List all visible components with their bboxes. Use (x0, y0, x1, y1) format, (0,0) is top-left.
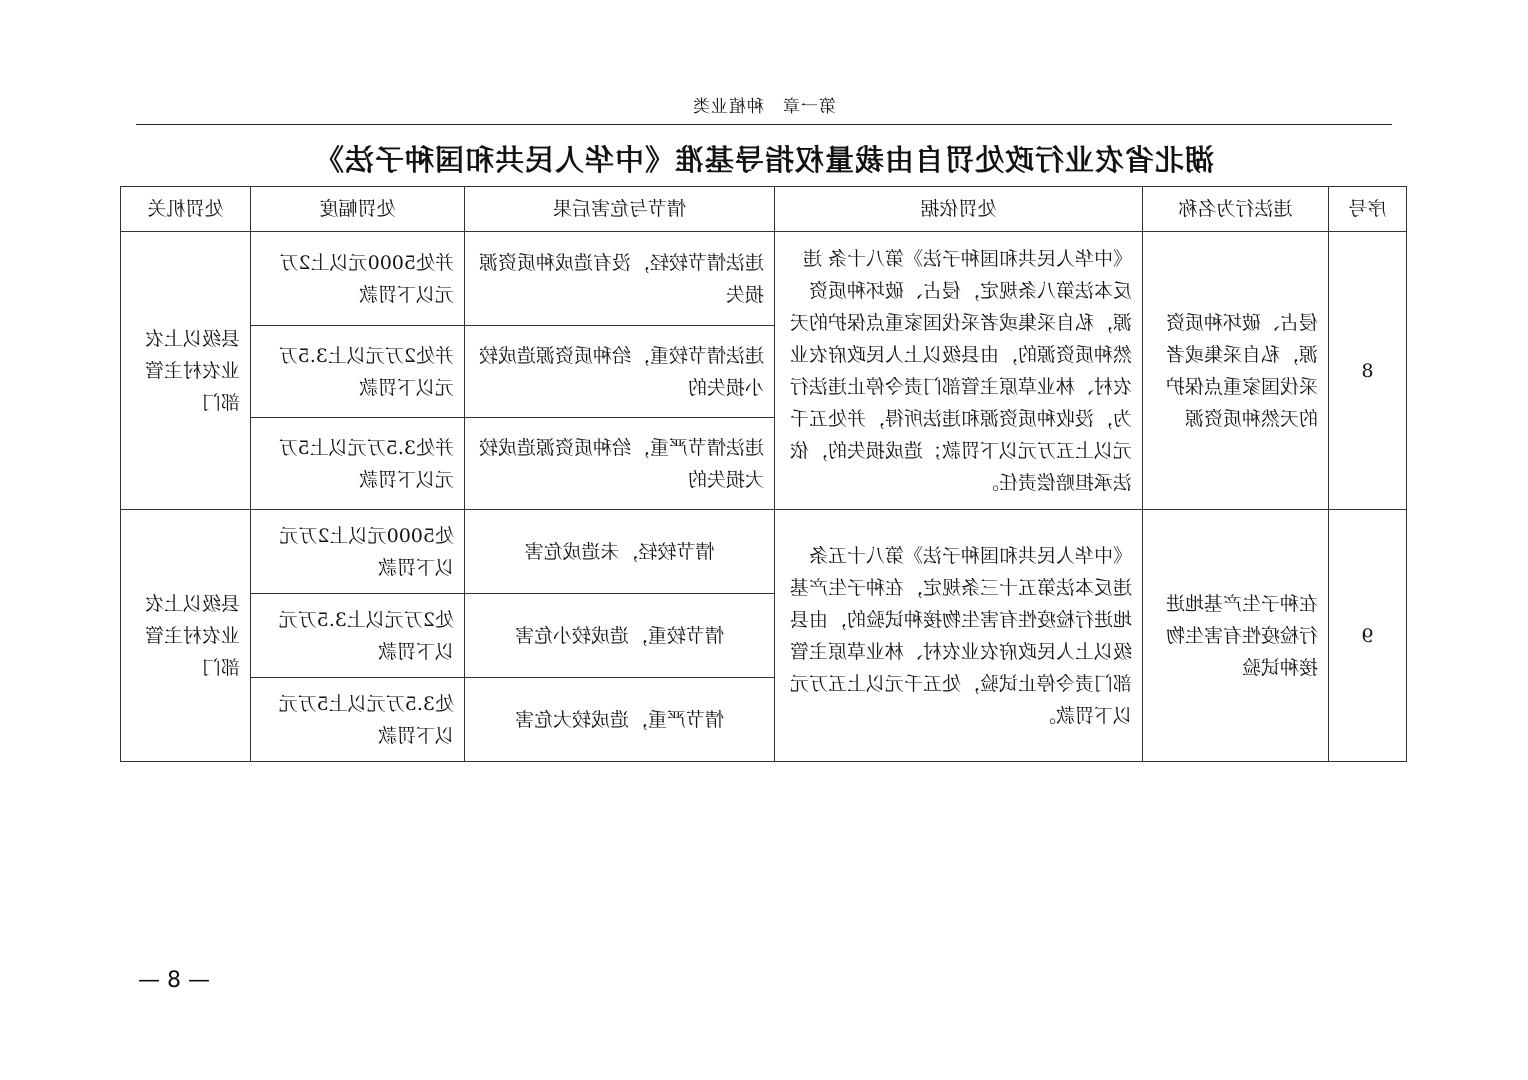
col-header-authority: 处罚机关 (121, 187, 251, 232)
col-header-violation: 违法行为名称 (1143, 187, 1329, 232)
penalty-basis: 《中华人民共和国种子法》第八十五条 违反本法第五十三条规定，在种子生产基地进行检疫性有害生物接种试验的，由县级以上人民政府农业农村、林业草原主管部门责令停止试验，处五千元以上五万元以下罚款。 (775, 510, 1143, 762)
penalty-range-cell: 处5000元以上2万元以下罚款 (251, 510, 465, 594)
violation-name: 侵占、破坏种质资源，私自采集或者采伐国家重点保护的天然种质资源 (1143, 232, 1329, 510)
chapter-header: 第一章 种植业类 (692, 97, 836, 117)
table-row (121, 232, 1407, 326)
row-number: 9 (1329, 510, 1407, 762)
circumstance-cell: 情节较重，造成较小危害 (465, 594, 775, 678)
circumstance-cell: 违法情节较轻，没有造成种质资源损失 (465, 232, 775, 326)
circumstance-cell: 情节较轻，未造成危害 (465, 510, 775, 594)
table-row (121, 510, 1407, 594)
penalty-authority: 县级以上农业农村主管部门 (121, 510, 251, 762)
header-divider (136, 124, 1392, 125)
col-header-circumstance: 情节与危害后果 (465, 187, 775, 232)
penalty-range-cell: 并处2万元以上3.5万元以下罚款 (251, 326, 465, 418)
col-header-basis: 处罚依据 (775, 187, 1143, 232)
penalty-range-cell: 并处3.5万元以上5万元以下罚款 (251, 418, 465, 510)
penalty-range-cell: 处3.5万元以上5万元以下罚款 (251, 678, 465, 762)
document-title: 湖北省农业行政处罚自由裁量权指导基准《中华人民共和国种子法》 (314, 143, 1215, 177)
violation-name: 在种子生产基地进行检疫性有害生物接种试验 (1143, 510, 1329, 762)
penalty-table (120, 186, 1407, 762)
circumstance-cell: 违法情节严重，给种质资源造成较大损失的 (465, 418, 775, 510)
penalty-authority: 县级以上农业农村主管部门 (121, 232, 251, 510)
page-number: — 8 — (138, 968, 210, 993)
row-number: 8 (1329, 232, 1407, 510)
penalty-basis: 《中华人民共和国种子法》第八十条 违反本法第八条规定，侵占、破坏种质资源，私自采集或者采伐国家重点保护的天然种质资源的，由县级以上人民政府农业农村、林业草原主管部门责令停止违法行为，没收种质资源和违法所得，并处五千元以上五万元以下罚款；造成损失的，依法承担赔偿责任。 (775, 232, 1143, 510)
col-header-penalty: 处罚幅度 (251, 187, 465, 232)
table-header-row (121, 187, 1407, 232)
circumstance-cell: 违法情节较重，给种质资源造成较小损失的 (465, 326, 775, 418)
penalty-range-cell: 处2万元以上3.5万元以下罚款 (251, 594, 465, 678)
col-header-no: 序号 (1329, 187, 1407, 232)
penalty-range-cell: 并处5000元以上2万元以下罚款 (251, 232, 465, 326)
circumstance-cell: 情节严重，造成较大危害 (465, 678, 775, 762)
